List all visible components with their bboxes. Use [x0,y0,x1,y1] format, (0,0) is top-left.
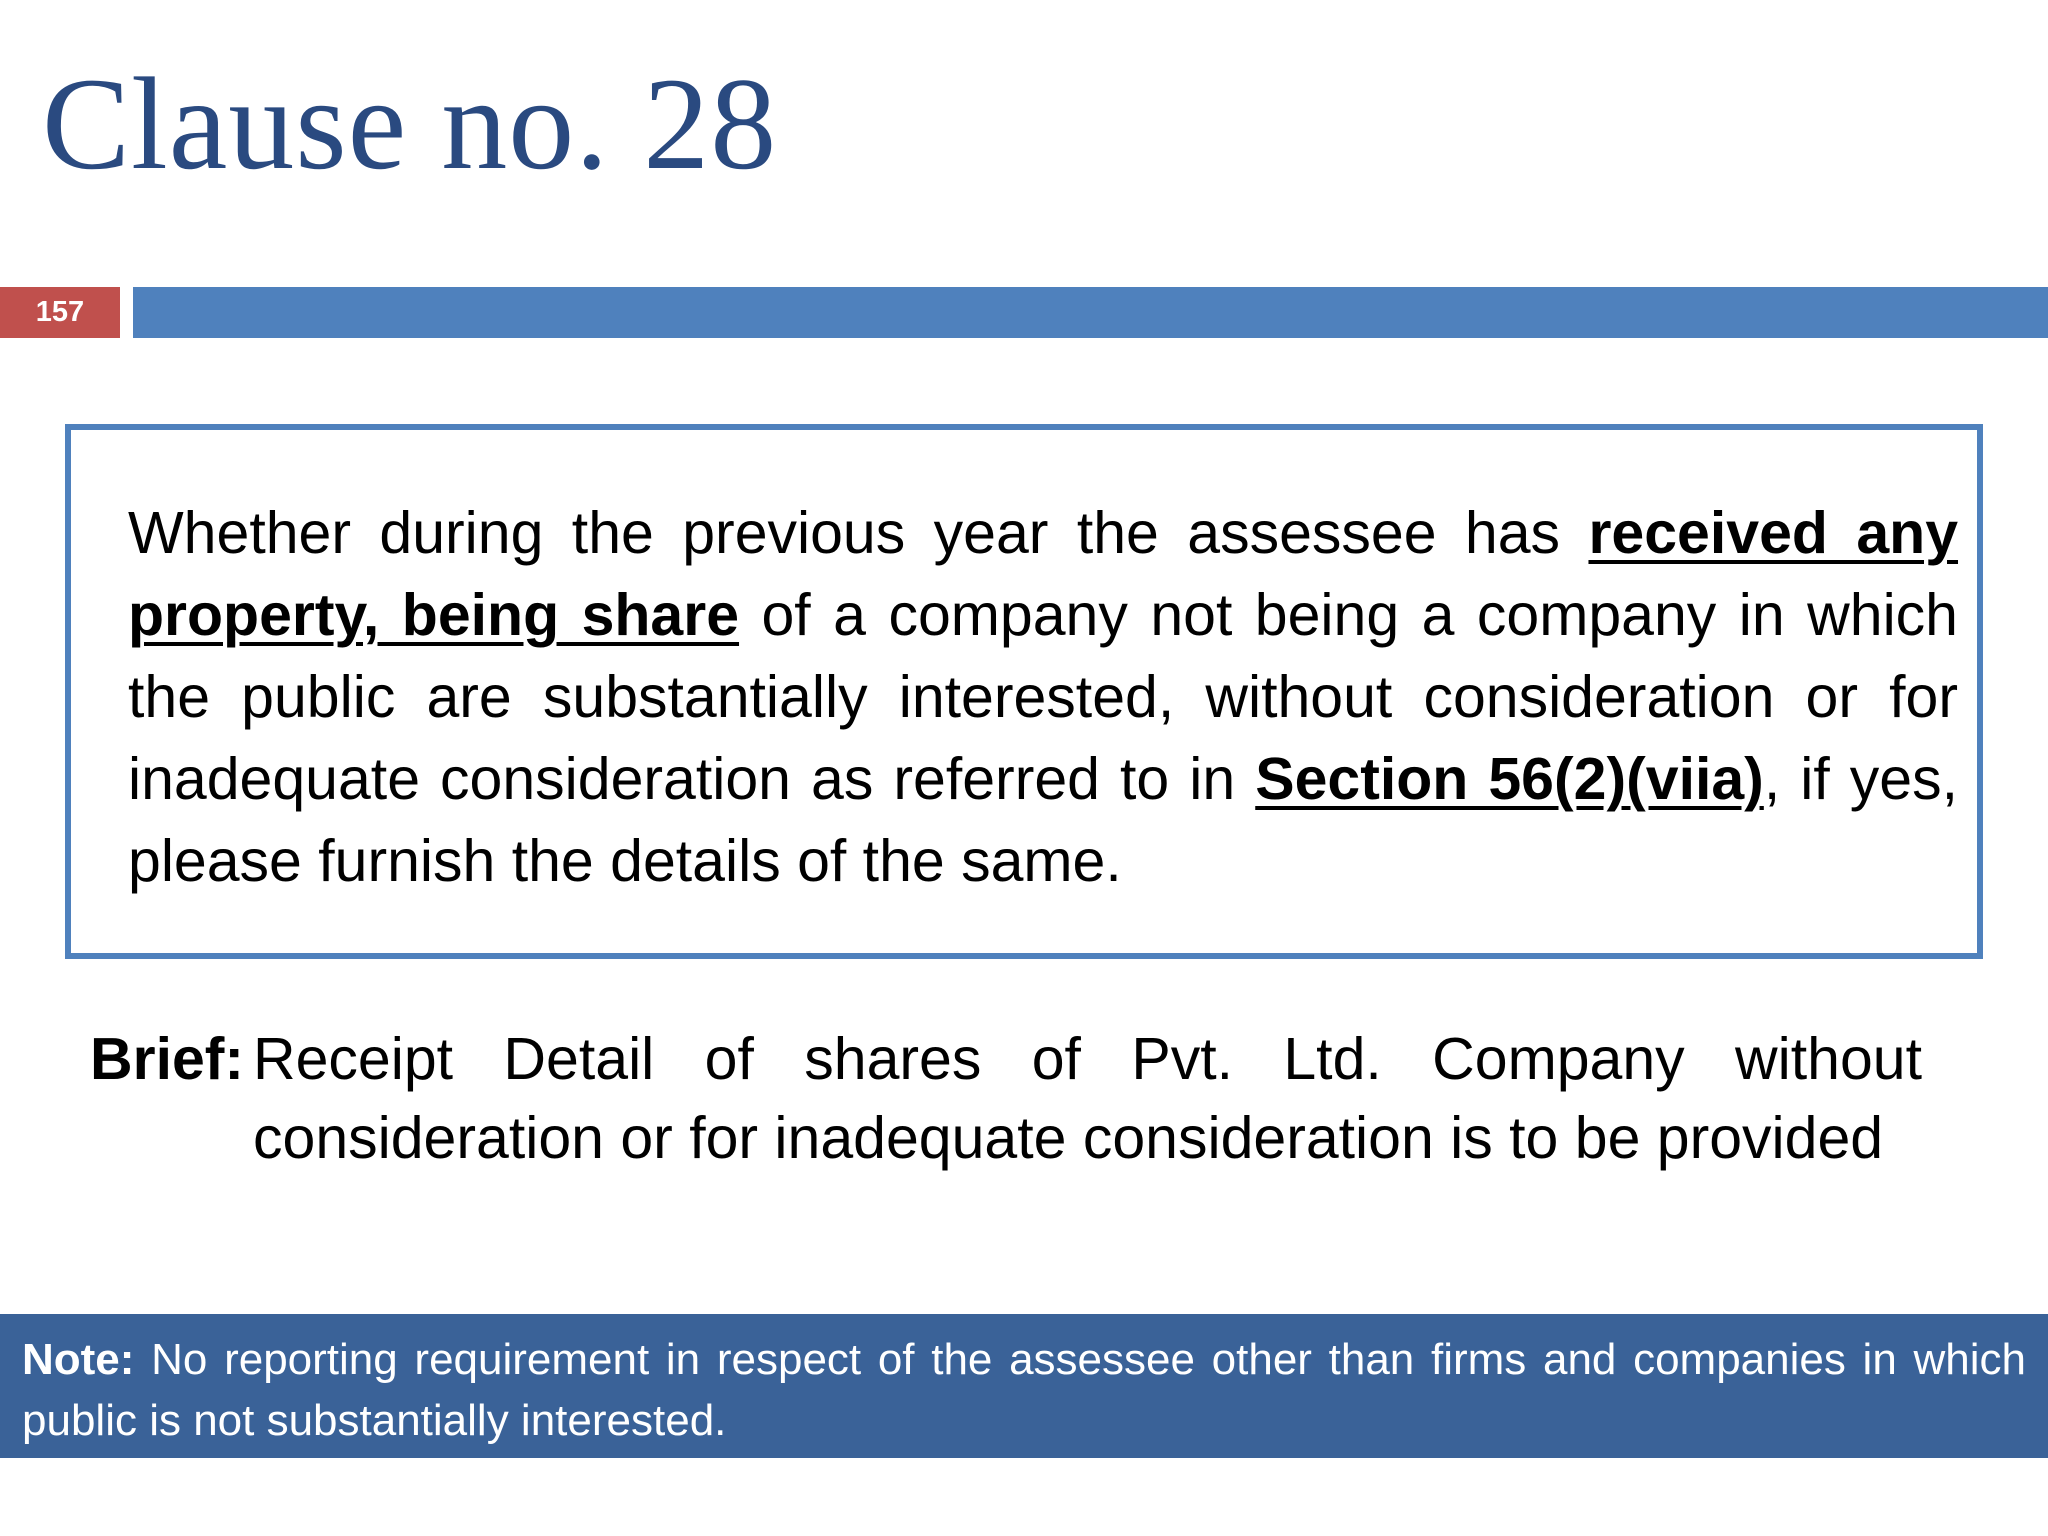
slide-title: Clause no. 28 [42,50,778,197]
note-label: Note: [22,1335,135,1384]
question-text [128,492,1958,902]
slide-number-badge [0,287,120,338]
brief-text: Receipt Detail of shares of Pvt. Ltd. Company without consideration or for inadequate consideration is to be provided [253,1026,1922,1171]
brief-label: Brief: [90,1026,245,1092]
question-part-2: of a company not being a company in which the public are substantially interested, without consideration or for inadequate consideration as referred to in [128,582,1958,812]
brief-paragraph [90,1020,1922,1178]
question-highlight-property: received any property, being share [128,500,1959,648]
question-part-3: , if yes, please furnish the details of the same. [128,746,1958,894]
note-text: No reporting requirement in respect of the assessee other than firms and companies in which public is not substantially interested. [22,1335,2026,1445]
note-bar [0,1314,2048,1458]
question-highlight-section: Section 56(2)(viia) [1255,746,1764,812]
title-divider-bar [133,287,2048,338]
question-part-1: Whether during the previous year the assessee has [128,500,1589,566]
slide-number: 157 [35,296,85,328]
